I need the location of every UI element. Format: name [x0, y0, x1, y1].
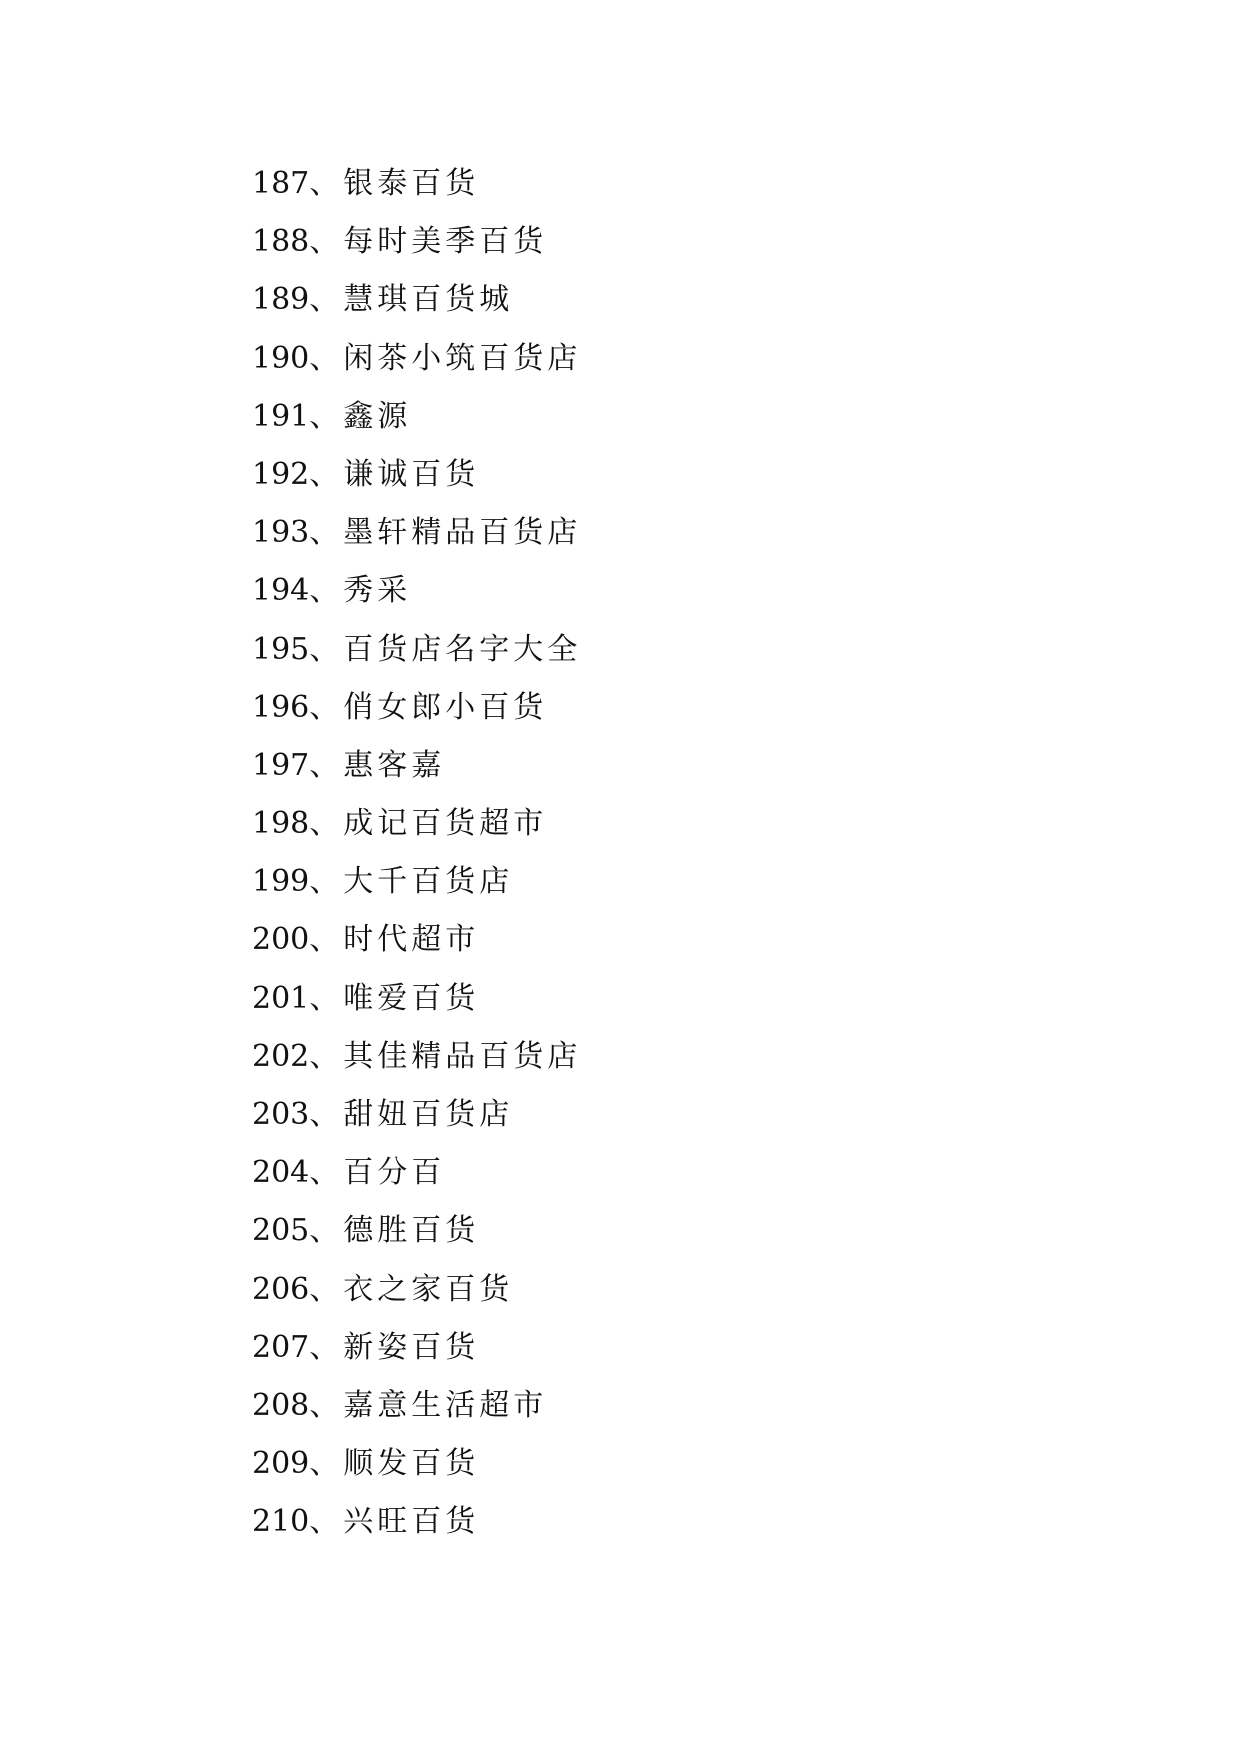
item-store-name: 顺发百货 [343, 1446, 480, 1482]
item-store-name: 惠客嘉 [343, 747, 446, 783]
item-number: 205 [252, 1213, 310, 1249]
item-separator: 、 [309, 1446, 344, 1482]
item-store-name: 百分百 [343, 1155, 446, 1191]
item-separator: 、 [309, 1504, 344, 1540]
list-item [252, 679, 581, 737]
item-separator: 、 [309, 515, 344, 551]
item-number: 209 [252, 1446, 310, 1482]
list-item [252, 970, 581, 1028]
item-number: 187 [252, 166, 310, 201]
item-separator: 、 [309, 456, 344, 492]
list-item [252, 213, 581, 271]
item-number: 208 [252, 1387, 310, 1423]
item-number: 201 [252, 980, 310, 1016]
item-store-name: 唯爱百货 [343, 980, 480, 1016]
list-item [252, 1493, 581, 1551]
list-item [252, 737, 581, 795]
item-store-name: 德胜百货 [343, 1213, 480, 1249]
item-store-name: 成记百货超市 [343, 806, 548, 842]
item-number: 193 [252, 515, 310, 551]
item-separator: 、 [309, 224, 344, 260]
list-item [252, 446, 581, 504]
item-separator: 、 [309, 282, 344, 318]
item-separator: 、 [309, 340, 344, 376]
item-number: 198 [252, 806, 310, 842]
item-number: 188 [252, 224, 310, 260]
item-number: 202 [252, 1038, 310, 1074]
item-separator: 、 [309, 747, 344, 783]
item-separator: 、 [309, 689, 344, 725]
item-number: 194 [252, 573, 310, 609]
item-separator: 、 [309, 922, 344, 958]
item-store-name: 时代超市 [343, 922, 480, 958]
list-item [252, 562, 581, 620]
list-item [252, 795, 581, 853]
item-separator: 、 [309, 631, 344, 667]
item-separator: 、 [309, 980, 344, 1016]
item-store-name: 大千百货店 [343, 864, 514, 900]
item-store-name: 百货店名字大全 [343, 631, 582, 667]
item-number: 200 [252, 922, 310, 958]
item-number: 206 [252, 1271, 310, 1307]
list-item [252, 1261, 581, 1319]
item-store-name: 每时美季百货 [343, 224, 548, 260]
item-store-name: 银泰百货 [343, 166, 480, 201]
item-number: 203 [252, 1097, 310, 1132]
item-number: 199 [252, 864, 310, 900]
item-separator: 、 [309, 573, 344, 609]
item-number: 191 [252, 398, 310, 434]
item-store-name: 嘉意生活超市 [343, 1387, 548, 1423]
list-item [252, 1086, 581, 1144]
store-name-list [252, 155, 581, 1552]
list-item [252, 271, 581, 329]
list-item [252, 1319, 581, 1377]
item-separator: 、 [309, 1097, 344, 1132]
item-store-name: 鑫源 [343, 398, 412, 434]
item-store-name: 闲茶小筑百货店 [343, 340, 582, 376]
item-store-name: 其佳精品百货店 [343, 1038, 582, 1074]
item-store-name: 谦诚百货 [343, 456, 480, 492]
item-separator: 、 [309, 864, 344, 900]
item-separator: 、 [309, 1329, 344, 1365]
list-item [252, 621, 581, 679]
list-item [252, 911, 581, 969]
item-separator: 、 [309, 1271, 344, 1307]
item-separator: 、 [309, 1038, 344, 1074]
item-number: 207 [252, 1329, 310, 1365]
item-store-name: 慧琪百货城 [343, 282, 514, 318]
item-separator: 、 [309, 806, 344, 842]
item-store-name: 甜妞百货店 [343, 1097, 514, 1132]
item-separator: 、 [309, 1387, 344, 1423]
item-store-name: 墨轩精品百货店 [343, 515, 582, 551]
item-number: 204 [252, 1155, 310, 1191]
list-item [252, 330, 581, 388]
list-item [252, 1435, 581, 1493]
item-number: 210 [252, 1504, 310, 1540]
item-separator: 、 [309, 1155, 344, 1191]
list-item [252, 1028, 581, 1086]
list-item [252, 1144, 581, 1202]
item-number: 196 [252, 689, 310, 725]
item-number: 189 [252, 282, 310, 318]
item-separator: 、 [309, 398, 344, 434]
item-number: 192 [252, 456, 310, 492]
list-item [252, 853, 581, 911]
list-item [252, 155, 581, 213]
item-store-name: 秀采 [343, 573, 412, 609]
list-item [252, 1377, 581, 1435]
list-item [252, 1202, 581, 1260]
item-store-name: 兴旺百货 [343, 1504, 480, 1540]
item-store-name: 衣之家百货 [343, 1271, 514, 1307]
item-separator: 、 [309, 166, 344, 201]
item-number: 190 [252, 340, 310, 376]
item-store-name: 俏女郎小百货 [343, 689, 548, 725]
list-item [252, 388, 581, 446]
item-number: 195 [252, 631, 310, 667]
item-number: 197 [252, 747, 310, 783]
item-separator: 、 [309, 1213, 344, 1249]
item-store-name: 新姿百货 [343, 1329, 480, 1365]
list-item [252, 504, 581, 562]
